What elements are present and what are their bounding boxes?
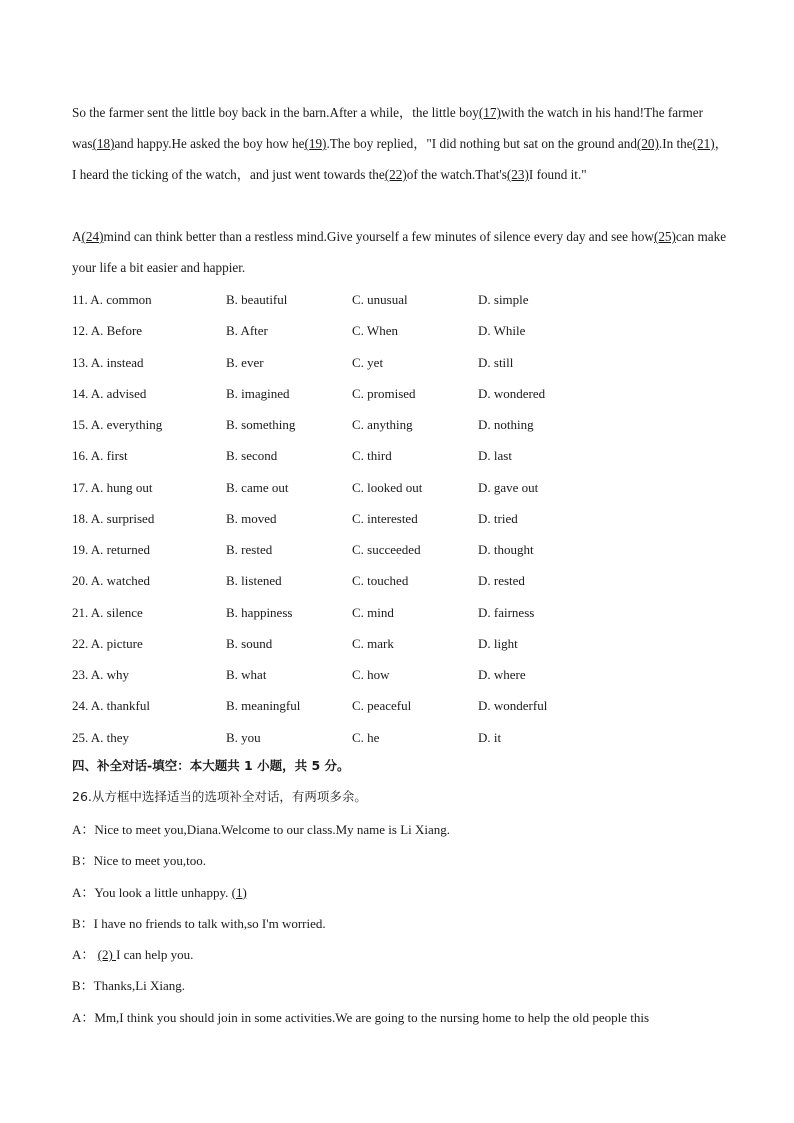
option-choice: C. looked out [352, 479, 423, 495]
option-choice: C. interested [352, 510, 418, 526]
option-choice: C. how [352, 667, 390, 682]
option-choice: D. While [478, 323, 526, 339]
option-choice: C. he [352, 729, 380, 745]
option-choice: D. light [478, 635, 518, 651]
option-choice: B. what [226, 667, 267, 682]
text-segment: and happy.He asked the boy how he [114, 136, 305, 151]
text-segment: A [72, 229, 82, 244]
option-choice: 19. A. returned [72, 542, 150, 557]
option-choice: B. something [226, 417, 296, 432]
answer-blank: (25) [653, 229, 676, 244]
option-choice: C. mark [352, 635, 394, 651]
option-choice: C. When [352, 323, 398, 339]
answer-blank: (19) [304, 136, 327, 151]
option-choice: C. anything [352, 417, 413, 432]
option-choice: D. it [478, 729, 502, 745]
answer-blank: (17) [478, 105, 501, 120]
text-segment: B：Nice to meet you,too. [72, 853, 206, 869]
option-choice: D. wonderful [478, 698, 548, 714]
text-segment: A：Nice to meet you,Diana.Welcome to our class.My name is Li Xiang. [72, 822, 451, 837]
option-choice: B. came out [226, 479, 289, 495]
option-choice: D. wondered [478, 385, 546, 401]
passage-paragraph-2 [72, 221, 732, 283]
option-choice: B. rested [226, 542, 273, 557]
dialogue-line [72, 877, 732, 908]
answer-blank: (18) [92, 136, 115, 151]
option-choice: D. thought [478, 542, 534, 557]
answer-blank: (20) [636, 136, 659, 151]
section-heading: 四、补全对话-填空：本大题共 1 小题，共 5 分。 [72, 758, 350, 773]
option-choice: 15. A. everything [72, 417, 163, 432]
option-choice: 16. A. first [72, 448, 128, 464]
text-segment: can make your life a bit easier and happier. [72, 229, 727, 275]
option-choice: D. still [478, 354, 514, 370]
option-choice: D. simple [478, 292, 529, 307]
dialogue-line [72, 845, 732, 876]
answer-blank: (24) [81, 229, 104, 244]
text-segment: ，I heard the ticking of the watch，and just went towards the [72, 136, 728, 182]
option-choice: C. touched [352, 573, 409, 589]
option-choice: B. moved [226, 510, 277, 526]
dialogue-line [72, 908, 732, 939]
answer-blank: (22) [384, 167, 407, 182]
option-choice: B. beautiful [226, 292, 288, 307]
option-choice: B. ever [226, 354, 264, 370]
option-choice: 12. A. Before [72, 323, 143, 339]
option-choice: B. second [226, 448, 278, 464]
option-choice: D. fairness [478, 604, 535, 620]
option-choice: C. succeeded [352, 542, 421, 557]
option-choice: D. gave out [478, 479, 539, 495]
text-segment: .In the [658, 136, 693, 151]
option-choice: 20. A. watched [72, 573, 150, 589]
dialogue [72, 814, 732, 1033]
text-segment: of the watch.That's [406, 167, 507, 182]
text-segment: with the watch in his hand!The farmer was [72, 105, 703, 151]
answer-blank: (21) [692, 136, 715, 151]
option-choice: D. rested [478, 573, 525, 589]
option-choice: D. last [478, 448, 512, 464]
answer-blank: (2) [97, 947, 117, 963]
option-choice: 18. A. surprised [72, 510, 155, 526]
option-choice: B. you [226, 729, 261, 745]
option-choice: 21. A. silence [72, 604, 143, 620]
option-choice: C. unusual [352, 292, 408, 307]
dialogue-line [72, 1002, 732, 1033]
option-choice: C. promised [352, 385, 416, 401]
question-instruction: 26.从方框中选择适当的选项补全对话，有两项多余。 [72, 789, 367, 804]
text-segment: .The boy replied，"I did nothing but sat on the ground and [326, 136, 637, 151]
option-choice: C. yet [352, 354, 384, 370]
option-choice: C. mind [352, 604, 394, 620]
option-choice: C. third [352, 448, 392, 464]
dialogue-line [72, 970, 732, 1001]
text-segment: I found it." [528, 167, 587, 182]
option-choice: B. meaningful [226, 698, 301, 714]
option-choice: 22. A. picture [72, 635, 143, 651]
text-segment: B：I have no friends to talk with,so I'm worried. [72, 915, 326, 931]
text-segment: So the farmer sent the little boy back in the barn.After a while，the little boy [72, 105, 479, 120]
option-choice: 13. A. instead [72, 354, 144, 370]
option-choice: 25. A. they [72, 729, 130, 745]
option-choice: D. where [478, 667, 526, 682]
option-choice: B. imagined [226, 385, 290, 401]
option-choice: B. sound [226, 635, 273, 651]
option-choice: B. happiness [226, 604, 293, 620]
option-choice: B. listened [226, 573, 282, 589]
text-segment: A：Mm,I think you should join in some activities.We are going to the nursing home to help the old people this [72, 1009, 650, 1025]
passage-paragraph-1 [72, 97, 732, 190]
option-choice: B. After [226, 323, 268, 339]
text-segment: B：Thanks,Li Xiang. [72, 978, 186, 994]
text-segment: A： [72, 947, 98, 963]
option-choice: D. tried [478, 510, 518, 526]
option-choice: 23. A. why [72, 667, 130, 682]
dialogue-line [72, 939, 732, 970]
answer-blank: (1) [231, 884, 247, 900]
option-choice: 17. A. hung out [72, 479, 153, 495]
text-segment: I can help you. [116, 947, 194, 963]
option-choice: 14. A. advised [72, 385, 147, 401]
option-choice: 24. A. thankful [72, 698, 150, 714]
answer-blank: (23) [506, 167, 529, 182]
option-choice: C. peaceful [352, 698, 412, 714]
dialogue-line [72, 814, 732, 845]
text-segment: A：You look a little unhappy. [72, 884, 232, 900]
option-choice: D. nothing [478, 417, 534, 432]
option-choice: 11. A. common [72, 292, 152, 307]
text-segment: mind can think better than a restless mind.Give yourself a few minutes of silence every day and see how [103, 229, 654, 244]
